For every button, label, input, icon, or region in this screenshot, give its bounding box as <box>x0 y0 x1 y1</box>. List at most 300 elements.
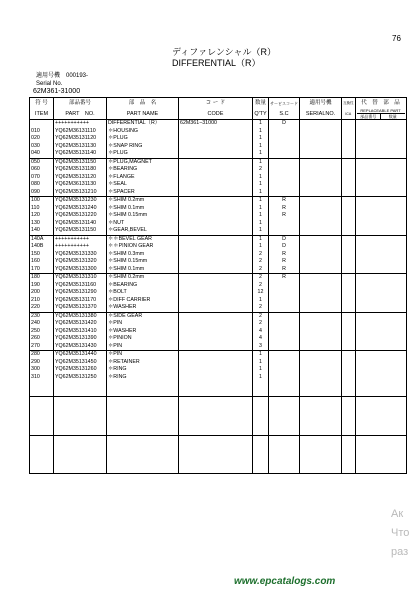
row-item-no: 130 <box>30 220 54 228</box>
table-row <box>30 197 407 205</box>
row-part-no <box>54 466 107 474</box>
row-part-name: ＊BOLT <box>107 289 179 297</box>
row-item-no: 140A <box>30 235 54 243</box>
row-item-no: 220 <box>30 304 54 312</box>
row-serial <box>300 297 342 305</box>
row-part-name: ＊PIN <box>107 343 179 351</box>
row-qty: 1 <box>253 158 269 166</box>
row-ica <box>342 258 356 266</box>
header-repl-partno: 部品番号 <box>360 114 377 119</box>
row-qty <box>253 381 269 389</box>
row-replaceable <box>355 366 406 374</box>
row-service-code <box>269 282 300 290</box>
row-code: 62M361−31000 <box>179 120 253 128</box>
row-part-no: YQ62M35131220 <box>54 212 107 220</box>
row-serial <box>300 328 342 336</box>
table-row <box>30 381 407 389</box>
row-replaceable <box>355 328 406 336</box>
row-replaceable <box>355 212 406 220</box>
row-serial <box>300 466 342 474</box>
row-part-no: YQ62M35131210 <box>54 189 107 197</box>
table-row <box>30 343 407 351</box>
table-row <box>30 274 407 282</box>
row-serial <box>300 128 342 136</box>
table-row <box>30 205 407 213</box>
row-replaceable <box>355 189 406 197</box>
row-item-no <box>30 397 54 405</box>
row-ica <box>342 243 356 251</box>
row-serial <box>300 412 342 420</box>
row-code <box>179 266 253 274</box>
row-replaceable <box>355 220 406 228</box>
row-serial <box>300 205 342 213</box>
edge-line-2: Что <box>391 527 410 539</box>
row-part-name: ＊PLUG,MAGNET <box>107 158 179 166</box>
row-replaceable <box>355 143 406 151</box>
table-row <box>30 220 407 228</box>
header-partno-en: PART NO. <box>54 109 107 120</box>
serial-label-en: Serial No. <box>36 81 63 87</box>
row-code <box>179 312 253 320</box>
row-part-name: ＊SHIM 0.1mm <box>107 205 179 213</box>
row-code <box>179 235 253 243</box>
row-service-code: D <box>269 235 300 243</box>
row-qty: 1 <box>253 359 269 367</box>
row-serial <box>300 381 342 389</box>
row-serial <box>300 266 342 274</box>
assembly-part-code: 62M361-31000 <box>33 88 81 95</box>
header-serial-jp: 適用号機 <box>300 98 342 110</box>
row-service-code <box>269 227 300 235</box>
row-item-no <box>30 458 54 466</box>
row-part-no <box>54 427 107 435</box>
row-code <box>179 274 253 282</box>
row-part-name: ＊SIDE GEAR <box>107 312 179 320</box>
row-code <box>179 443 253 451</box>
table-row <box>30 135 407 143</box>
row-part-no: YQ62M35131230 <box>54 197 107 205</box>
row-part-name: ＊GEAR,BEVEL <box>107 227 179 235</box>
row-ica <box>342 304 356 312</box>
row-qty: 2 <box>253 282 269 290</box>
row-qty: 1 <box>253 150 269 158</box>
row-ica <box>342 466 356 474</box>
row-qty: 2 <box>253 166 269 174</box>
row-replaceable <box>355 120 406 128</box>
row-item-no <box>30 451 54 459</box>
row-part-name: ＊SHIM 0.3mm <box>107 251 179 259</box>
table-row <box>30 397 407 405</box>
row-ica <box>342 174 356 182</box>
row-service-code <box>269 143 300 151</box>
table-row <box>30 389 407 397</box>
header-name-en: PART NAME <box>107 109 179 120</box>
row-code <box>179 466 253 474</box>
row-ica <box>342 197 356 205</box>
row-code <box>179 328 253 336</box>
row-qty: 2 <box>253 266 269 274</box>
row-item-no <box>30 420 54 428</box>
row-item-no <box>30 466 54 474</box>
header-qty-jp: 数量 <box>253 98 269 110</box>
row-code <box>179 412 253 420</box>
row-part-name: ＊SHIM 0.2mm <box>107 274 179 282</box>
row-ica <box>342 150 356 158</box>
row-serial <box>300 443 342 451</box>
row-code <box>179 381 253 389</box>
row-qty: 1 <box>253 243 269 251</box>
row-qty: 2 <box>253 251 269 259</box>
row-service-code: R <box>269 197 300 205</box>
row-replaceable <box>355 335 406 343</box>
row-part-name <box>107 412 179 420</box>
header-qty-en: Q'TY <box>253 109 269 120</box>
serial-label-jp: 適用号機 000193- <box>36 73 89 79</box>
row-service-code <box>269 220 300 228</box>
row-item-no: 050 <box>30 158 54 166</box>
row-item-no: 080 <box>30 181 54 189</box>
row-replaceable <box>355 389 406 397</box>
row-ica <box>342 128 356 136</box>
row-item-no: 070 <box>30 174 54 182</box>
row-part-name: ＊SEAL <box>107 181 179 189</box>
row-part-no <box>54 458 107 466</box>
row-part-name: ＊RING <box>107 366 179 374</box>
row-replaceable <box>355 443 406 451</box>
row-qty: 2 <box>253 304 269 312</box>
row-replaceable <box>355 343 406 351</box>
table-row <box>30 212 407 220</box>
row-service-code <box>269 304 300 312</box>
row-part-no: +++++++++++ <box>54 120 107 128</box>
row-qty: 1 <box>253 197 269 205</box>
row-part-no: YQ62M35131420 <box>54 320 107 328</box>
header-ica-jp: 互換性 <box>342 98 356 110</box>
table-row <box>30 304 407 312</box>
row-qty: 1 <box>253 174 269 182</box>
table-row <box>30 251 407 259</box>
row-service-code: R <box>269 212 300 220</box>
row-ica <box>342 458 356 466</box>
row-part-name: ＊SHIM 0.2mm <box>107 197 179 205</box>
row-part-no: +++++++++++ <box>54 235 107 243</box>
table-row <box>30 366 407 374</box>
row-qty <box>253 466 269 474</box>
row-part-no: YQ62M35131160 <box>54 282 107 290</box>
row-serial <box>300 243 342 251</box>
row-item-no: 280 <box>30 351 54 359</box>
row-service-code <box>269 381 300 389</box>
table-row <box>30 266 407 274</box>
row-code <box>179 289 253 297</box>
row-code <box>179 150 253 158</box>
table-row <box>30 258 407 266</box>
table-row <box>30 351 407 359</box>
header-no-jp: 符 号 <box>30 98 54 110</box>
row-qty <box>253 435 269 443</box>
row-code <box>179 420 253 428</box>
row-service-code <box>269 166 300 174</box>
row-serial <box>300 251 342 259</box>
row-ica <box>342 251 356 259</box>
row-serial <box>300 458 342 466</box>
row-part-no <box>54 420 107 428</box>
table-row <box>30 289 407 297</box>
table-row <box>30 420 407 428</box>
row-part-no: +++++++++++ <box>54 243 107 251</box>
row-service-code <box>269 351 300 359</box>
table-row <box>30 235 407 243</box>
row-item-no: 300 <box>30 366 54 374</box>
row-serial <box>300 312 342 320</box>
row-item-no <box>30 120 54 128</box>
header-name-jp: 部 品 名 <box>107 98 179 110</box>
row-qty: 1 <box>253 189 269 197</box>
row-part-name <box>107 427 179 435</box>
row-service-code <box>269 397 300 405</box>
row-service-code <box>269 458 300 466</box>
row-service-code <box>269 189 300 197</box>
row-part-no <box>54 435 107 443</box>
row-part-name: ＊PINION <box>107 335 179 343</box>
row-part-name: ＊＊BEVEL GEAR <box>107 235 179 243</box>
row-item-no: 060 <box>30 166 54 174</box>
row-part-name <box>107 435 179 443</box>
row-item-no: 310 <box>30 374 54 382</box>
row-item-no <box>30 443 54 451</box>
table-row <box>30 412 407 420</box>
row-item-no: 210 <box>30 297 54 305</box>
row-part-no: YQ62M35131240 <box>54 205 107 213</box>
header-code-jp: コ ー ド <box>179 98 253 110</box>
row-replaceable <box>355 427 406 435</box>
row-replaceable <box>355 181 406 189</box>
row-replaceable <box>355 166 406 174</box>
row-part-no: YQ62M35131120 <box>54 174 107 182</box>
row-serial <box>300 405 342 413</box>
row-code <box>179 258 253 266</box>
row-serial <box>300 359 342 367</box>
row-serial <box>300 351 342 359</box>
row-part-name: ＊NUT <box>107 220 179 228</box>
row-part-name: ＊SHIM 0.1mm <box>107 266 179 274</box>
row-part-name <box>107 381 179 389</box>
row-service-code <box>269 128 300 136</box>
row-part-no: YQ62M35131120 <box>54 135 107 143</box>
watermark: www.epcatalogs.com <box>234 576 336 587</box>
row-serial <box>300 135 342 143</box>
row-part-name: ＊PIN <box>107 320 179 328</box>
row-part-name: ＊DIFF CARRIER <box>107 297 179 305</box>
row-part-no: YQ62M35131260 <box>54 366 107 374</box>
row-qty: 1 <box>253 205 269 213</box>
row-ica <box>342 328 356 336</box>
row-service-code <box>269 297 300 305</box>
row-item-no <box>30 427 54 435</box>
row-part-name <box>107 466 179 474</box>
row-part-no <box>54 443 107 451</box>
row-service-code <box>269 289 300 297</box>
row-part-no: YQ62M35131150 <box>54 227 107 235</box>
table-row <box>30 297 407 305</box>
row-replaceable <box>355 458 406 466</box>
row-item-no: 260 <box>30 335 54 343</box>
row-replaceable <box>355 235 406 243</box>
row-part-name <box>107 389 179 397</box>
row-replaceable <box>355 420 406 428</box>
row-code <box>179 189 253 197</box>
row-qty: 1 <box>253 297 269 305</box>
row-service-code <box>269 405 300 413</box>
edge-line-3: раз <box>391 546 409 558</box>
row-item-no: 240 <box>30 320 54 328</box>
row-item-no: 040 <box>30 150 54 158</box>
row-qty: 1 <box>253 120 269 128</box>
row-replaceable <box>355 274 406 282</box>
row-part-no: YQ62M35131310 <box>54 274 107 282</box>
edge-line-1: Ак <box>391 508 404 520</box>
row-part-no <box>54 381 107 389</box>
row-ica <box>342 135 356 143</box>
row-part-no: YQ62M35131320 <box>54 258 107 266</box>
row-code <box>179 282 253 290</box>
row-serial <box>300 166 342 174</box>
table-row <box>30 120 407 128</box>
row-replaceable <box>355 205 406 213</box>
table-row <box>30 443 407 451</box>
row-ica <box>342 443 356 451</box>
table-row <box>30 427 407 435</box>
row-service-code <box>269 435 300 443</box>
row-service-code: R <box>269 274 300 282</box>
row-replaceable <box>355 359 406 367</box>
row-part-no: YQ62M35131170 <box>54 297 107 305</box>
row-ica <box>342 143 356 151</box>
row-part-name: ＊HOUSING <box>107 128 179 136</box>
row-service-code: R <box>269 258 300 266</box>
row-qty: 2 <box>253 320 269 328</box>
header-row-jp <box>30 98 407 110</box>
row-item-no <box>30 381 54 389</box>
row-qty: 4 <box>253 328 269 336</box>
row-service-code <box>269 412 300 420</box>
row-part-no: YQ62M36131110 <box>54 128 107 136</box>
row-serial <box>300 158 342 166</box>
row-replaceable <box>355 466 406 474</box>
row-part-no: YQ62M35131290 <box>54 289 107 297</box>
row-code <box>179 128 253 136</box>
row-ica <box>342 397 356 405</box>
row-part-name <box>107 443 179 451</box>
row-part-no <box>54 389 107 397</box>
serial-info <box>36 72 88 88</box>
row-code <box>179 181 253 189</box>
row-replaceable <box>355 243 406 251</box>
row-serial <box>300 150 342 158</box>
row-serial <box>300 258 342 266</box>
row-service-code <box>269 320 300 328</box>
row-code <box>179 166 253 174</box>
page-title: DIFFERENTIAL（R） <box>172 58 261 68</box>
row-serial <box>300 212 342 220</box>
table-row <box>30 243 407 251</box>
row-serial <box>300 320 342 328</box>
row-ica <box>342 227 356 235</box>
row-ica <box>342 351 356 359</box>
row-replaceable <box>355 435 406 443</box>
row-service-code <box>269 366 300 374</box>
row-replaceable <box>355 158 406 166</box>
row-item-no: 140 <box>30 227 54 235</box>
row-service-code: D <box>269 120 300 128</box>
row-service-code: R <box>269 266 300 274</box>
row-code <box>179 343 253 351</box>
row-ica <box>342 166 356 174</box>
title-japanese: ディファレンシャル（R） <box>172 47 276 57</box>
header-ica-en: ICA <box>342 109 356 120</box>
row-serial <box>300 220 342 228</box>
row-service-code <box>269 328 300 336</box>
row-ica <box>342 235 356 243</box>
row-service-code <box>269 374 300 382</box>
row-code <box>179 351 253 359</box>
header-partno-jp: 部品番号 <box>54 98 107 110</box>
row-ica <box>342 120 356 128</box>
row-serial <box>300 366 342 374</box>
row-qty <box>253 397 269 405</box>
row-qty: 1 <box>253 181 269 189</box>
row-item-no: 290 <box>30 359 54 367</box>
row-qty: 12 <box>253 289 269 297</box>
edge-overlay-text <box>391 505 409 562</box>
row-item-no <box>30 435 54 443</box>
row-ica <box>342 158 356 166</box>
row-serial <box>300 227 342 235</box>
row-part-no: YQ62M35131300 <box>54 266 107 274</box>
row-serial <box>300 274 342 282</box>
parts-table <box>29 97 407 474</box>
row-service-code <box>269 443 300 451</box>
row-qty: 4 <box>253 335 269 343</box>
row-serial <box>300 174 342 182</box>
row-serial <box>300 343 342 351</box>
row-ica <box>342 282 356 290</box>
row-item-no <box>30 389 54 397</box>
row-ica <box>342 297 356 305</box>
row-code <box>179 227 253 235</box>
row-code <box>179 304 253 312</box>
row-code <box>179 174 253 182</box>
row-code <box>179 435 253 443</box>
header-repl-en <box>355 109 406 120</box>
row-part-name: ＊SNAP RING <box>107 143 179 151</box>
row-part-name: ＊WASHER <box>107 328 179 336</box>
row-qty <box>253 420 269 428</box>
table-row <box>30 312 407 320</box>
row-qty: 1 <box>253 227 269 235</box>
row-ica <box>342 412 356 420</box>
header-row-en <box>30 109 407 120</box>
row-part-no: YQ62M35131410 <box>54 328 107 336</box>
row-service-code: R <box>269 205 300 213</box>
row-service-code <box>269 466 300 474</box>
row-part-no: YQ62M35131370 <box>54 304 107 312</box>
row-ica <box>342 189 356 197</box>
row-replaceable <box>355 289 406 297</box>
row-serial <box>300 304 342 312</box>
table-row <box>30 328 407 336</box>
row-serial <box>300 143 342 151</box>
